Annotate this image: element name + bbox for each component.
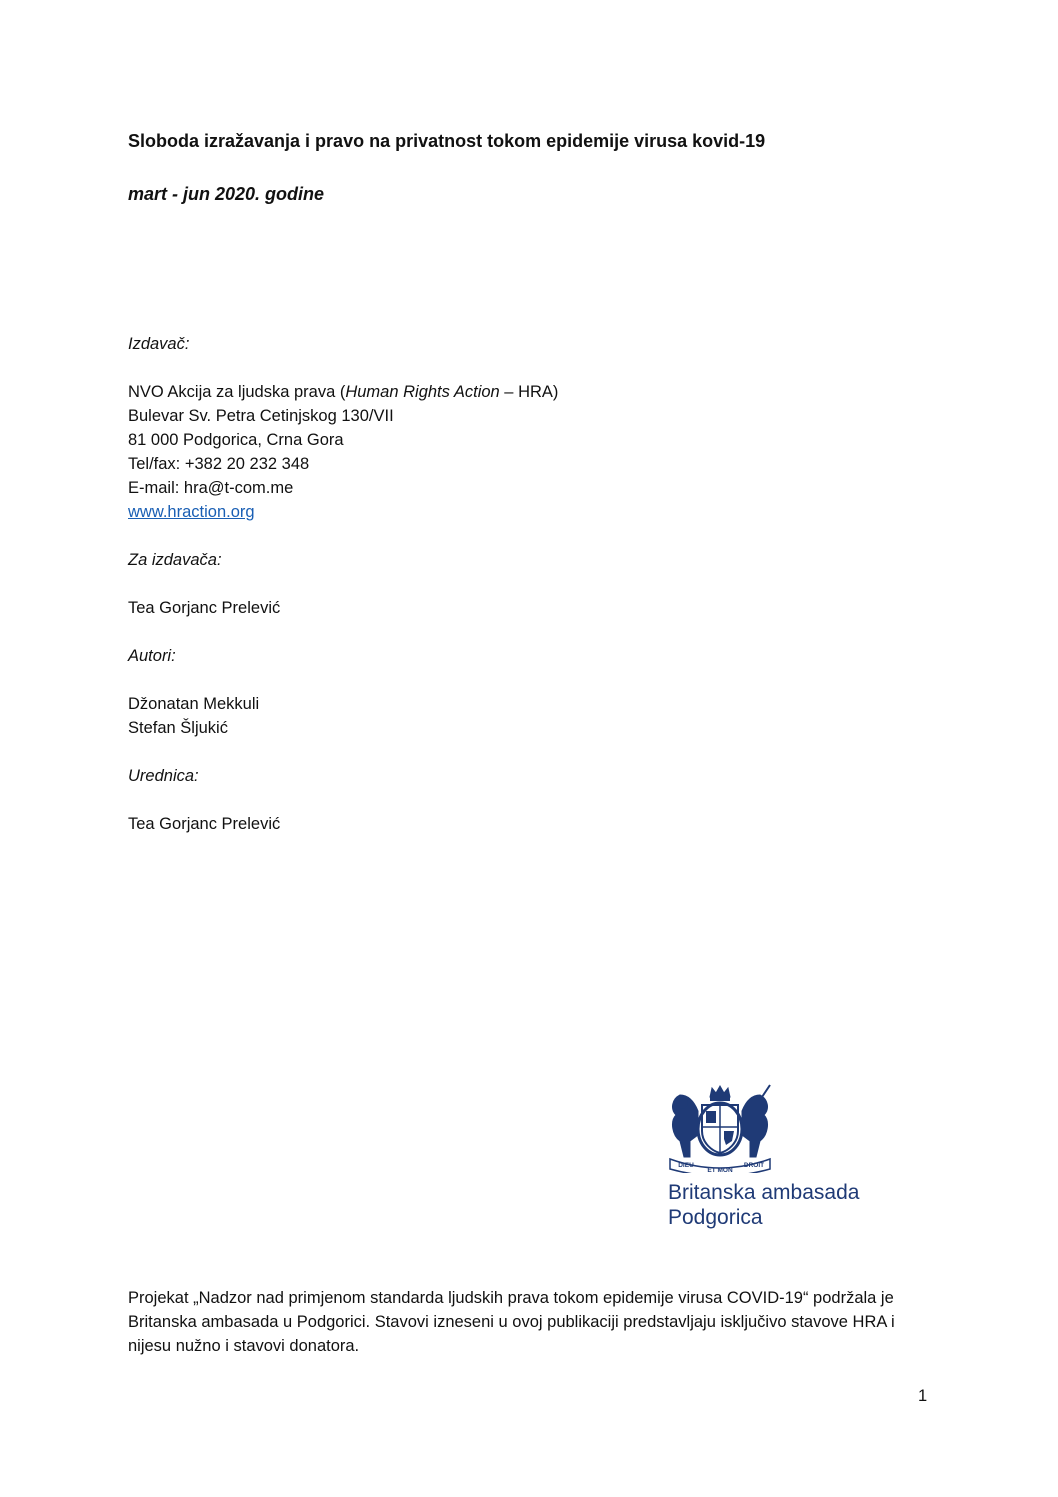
- logo-text: [668, 1180, 859, 1230]
- for-publisher-name: Tea Gorjanc Prelević: [128, 599, 281, 617]
- website-link[interactable]: www.hraction.org: [128, 503, 255, 521]
- author-1: Džonatan Mekkuli: [128, 695, 260, 713]
- editor-name: Tea Gorjanc Prelević: [128, 815, 281, 833]
- address-line1: Bulevar Sv. Petra Cetinjskog 130/VII: [128, 407, 394, 425]
- logo-line-2: Podgorica: [668, 1206, 763, 1229]
- motto-right: DROIT: [743, 1162, 765, 1169]
- publisher-name-suffix: – HRA): [499, 383, 559, 401]
- editor-label: Urednica:: [128, 767, 199, 785]
- motto-left: DIEU: [678, 1162, 694, 1169]
- motto-mid: ET MON: [707, 1167, 733, 1173]
- funding-disclaimer: Projekat „Nadzor nad primjenom standarda ljudskih prava tokom epidemije virusa COVID-19“ podržala je Britanska ambasada u Podgorici. Stavovi izneseni u ovoj publikaciji predstavljaju isključivo stavove HRA i nijesu nužno i stavovi donatora.: [128, 1289, 895, 1355]
- phone-fax: Tel/fax: +382 20 232 348: [128, 455, 310, 473]
- address-line2: 81 000 Podgorica, Crna Gora: [128, 431, 344, 449]
- royal-coat-of-arms-icon: [664, 1083, 776, 1173]
- publisher-name-prefix: NVO Akcija za ljudska prava (: [128, 383, 346, 401]
- publisher-label: Izdavač:: [128, 335, 190, 353]
- authors-label: Autori:: [128, 647, 176, 665]
- email: E-mail: hra@t-com.me: [128, 479, 294, 497]
- page-number: 1: [918, 1387, 928, 1405]
- publisher-name: [128, 380, 558, 404]
- document-subtitle: mart - jun 2020. godine: [128, 184, 325, 204]
- author-2: Stefan Šljukić: [128, 719, 228, 737]
- logo-line-1: Britanska ambasada: [668, 1181, 860, 1204]
- publisher-name-italic: Human Rights Action: [345, 383, 500, 401]
- document-title: Sloboda izražavanja i pravo na privatnost tokom epidemije virusa kovid-19: [128, 131, 766, 151]
- for-publisher-label: Za izdavača:: [128, 551, 222, 569]
